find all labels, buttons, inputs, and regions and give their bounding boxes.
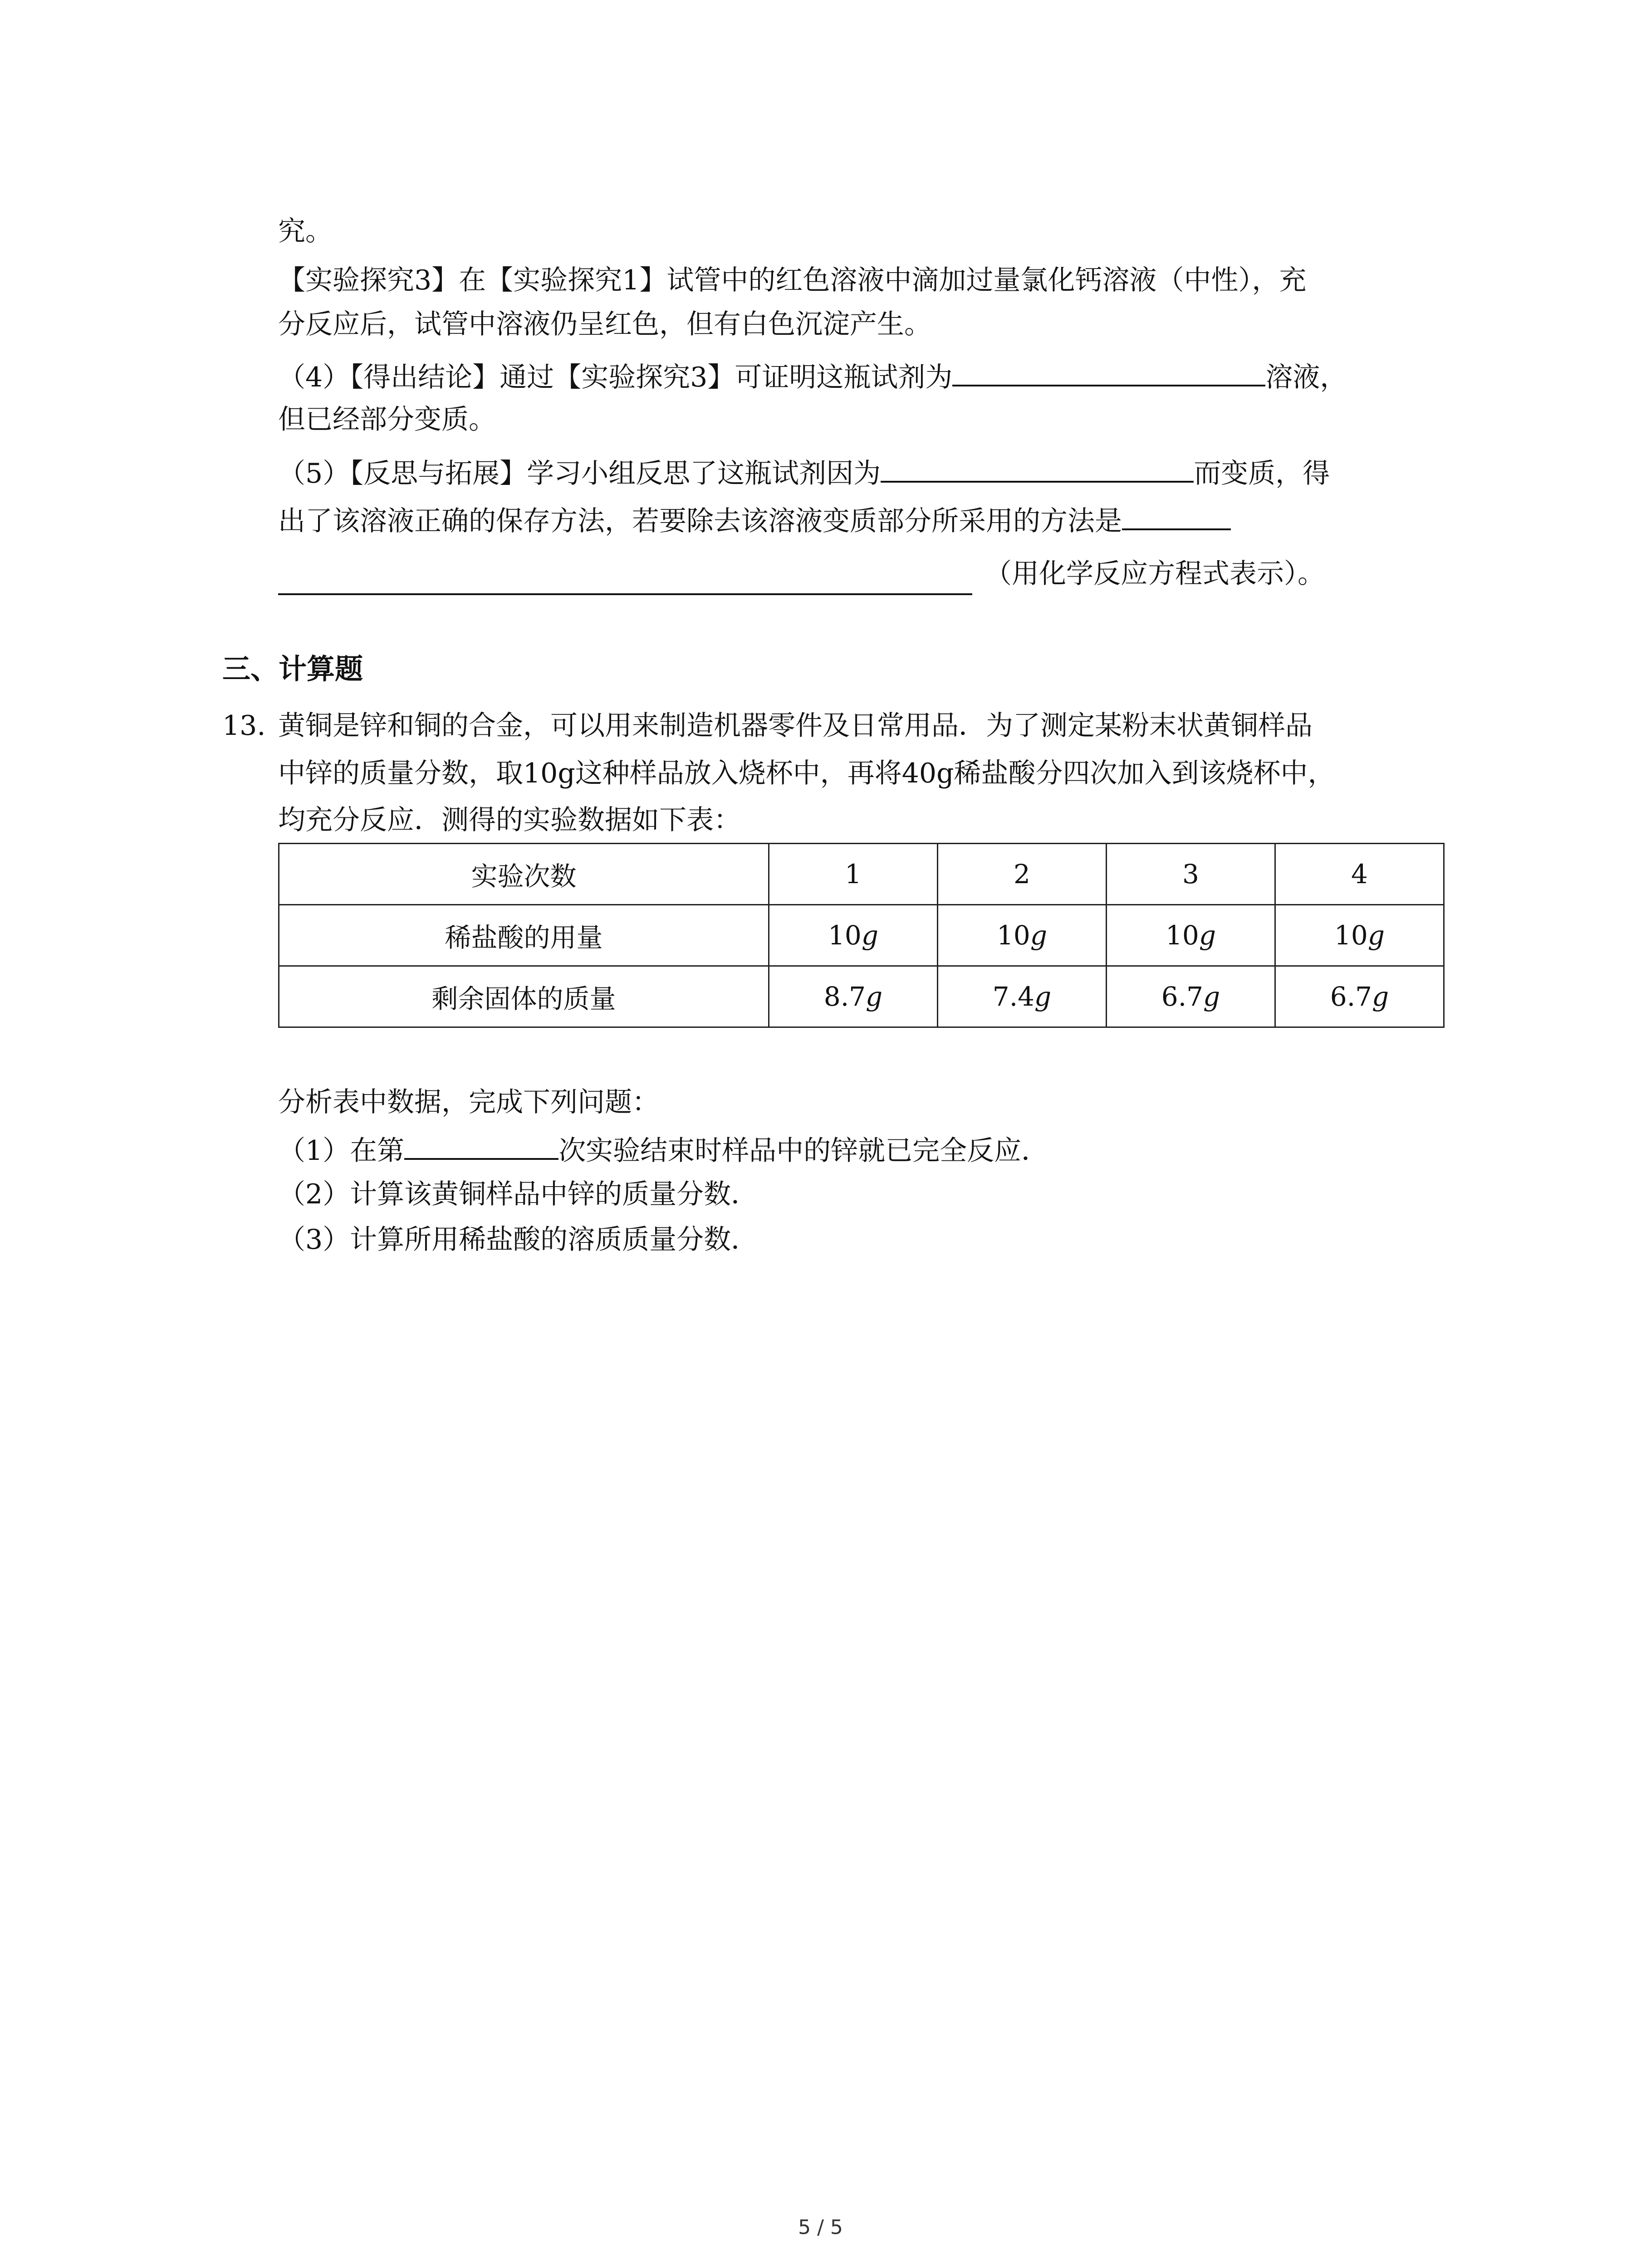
question-5-line-2 <box>278 501 1231 539</box>
sub-question-1 <box>278 1131 1048 1169</box>
sub-question-1-text: （1）在第 <box>278 1135 405 1167</box>
continuation-line-1: 究。 <box>278 215 333 247</box>
table-header-row <box>279 844 1444 905</box>
question-4-line-2: 但已经部分变质。 <box>278 404 496 435</box>
table-cell: 7.4g <box>938 966 1107 1027</box>
problem-13-line-2: 中锌的质量分数，取10g这种样品放入烧杯中，再将40g稀盐酸分四次加入到该烧杯中， <box>278 758 1335 789</box>
table-header-cell: 1 <box>769 844 938 905</box>
problem-13-line-1: 黄铜是锌和铜的合金，可以用来制造机器零件及日常用品．为了测定某粉末状黄铜样品 <box>278 710 1313 742</box>
table-cell: 10g <box>938 905 1107 966</box>
table-cell: 6.7g <box>1275 966 1444 1027</box>
section-title: 三、计算题 <box>222 652 363 685</box>
experiment-data-table <box>278 843 1445 1028</box>
row-label: 稀盐酸的用量 <box>279 905 769 966</box>
row-label: 剩余固体的质量 <box>279 966 769 1027</box>
question-5-suffix: 而变质，得 <box>1194 458 1330 489</box>
table-row <box>279 966 1444 1027</box>
table-header-cell: 3 <box>1107 844 1275 905</box>
answer-blank-sub-q1[interactable] <box>404 1131 558 1160</box>
table-cell: 8.7g <box>769 966 938 1027</box>
table-header-cell: 4 <box>1275 844 1444 905</box>
analysis-intro: 分析表中数据，完成下列问题： <box>278 1086 659 1118</box>
continuation-line-3: 分反应后，试管中溶液仍呈红色，但有白色沉淀产生。 <box>278 308 931 340</box>
question-5-line-1 <box>278 454 1330 492</box>
table-cell: 10g <box>1275 905 1444 966</box>
sub-question-1-suffix: 次实验结束时样品中的锌就已完全反应． <box>558 1135 1049 1167</box>
table-cell: 6.7g <box>1107 966 1275 1027</box>
table-cell: 10g <box>1107 905 1275 966</box>
question-5-line-3: （用化学反应方程式表示）。 <box>985 558 1325 590</box>
table-row <box>279 905 1444 966</box>
question-5-line-2-text: 出了该溶液正确的保存方法，若要除去该溶液变质部分所采用的方法是 <box>278 505 1122 537</box>
table-cell: 10g <box>769 905 938 966</box>
continuation-line-2: 【实验探究3】在【实验探究1】试管中的红色溶液中滴加过量氯化钙溶液（中性），充 <box>278 264 1307 296</box>
answer-blank-q5-method[interactable] <box>278 593 972 595</box>
question-4-suffix: 溶液， <box>1265 362 1347 393</box>
question-4-text: （4）【得出结论】通过【实验探究3】可证明这瓶试剂为 <box>278 362 953 393</box>
problem-13-line-3: 均充分反应．测得的实验数据如下表： <box>278 804 741 836</box>
question-4-line-1 <box>278 357 1347 396</box>
page-number: 5 / 5 <box>798 2216 843 2239</box>
problem-number: 13. <box>222 710 266 742</box>
question-5-text: （5）【反思与拓展】学习小组反思了这瓶试剂因为 <box>278 458 881 489</box>
sub-question-2: （2）计算该黄铜样品中锌的质量分数． <box>278 1178 759 1210</box>
answer-blank-q5-method-start[interactable] <box>1122 501 1231 530</box>
answer-blank-q5-reason[interactable] <box>881 454 1194 483</box>
table-header-label: 实验次数 <box>279 844 769 905</box>
answer-blank-q4[interactable] <box>952 357 1265 386</box>
table-header-cell: 2 <box>938 844 1107 905</box>
sub-question-3: （3）计算所用稀盐酸的溶质质量分数． <box>278 1224 759 1256</box>
